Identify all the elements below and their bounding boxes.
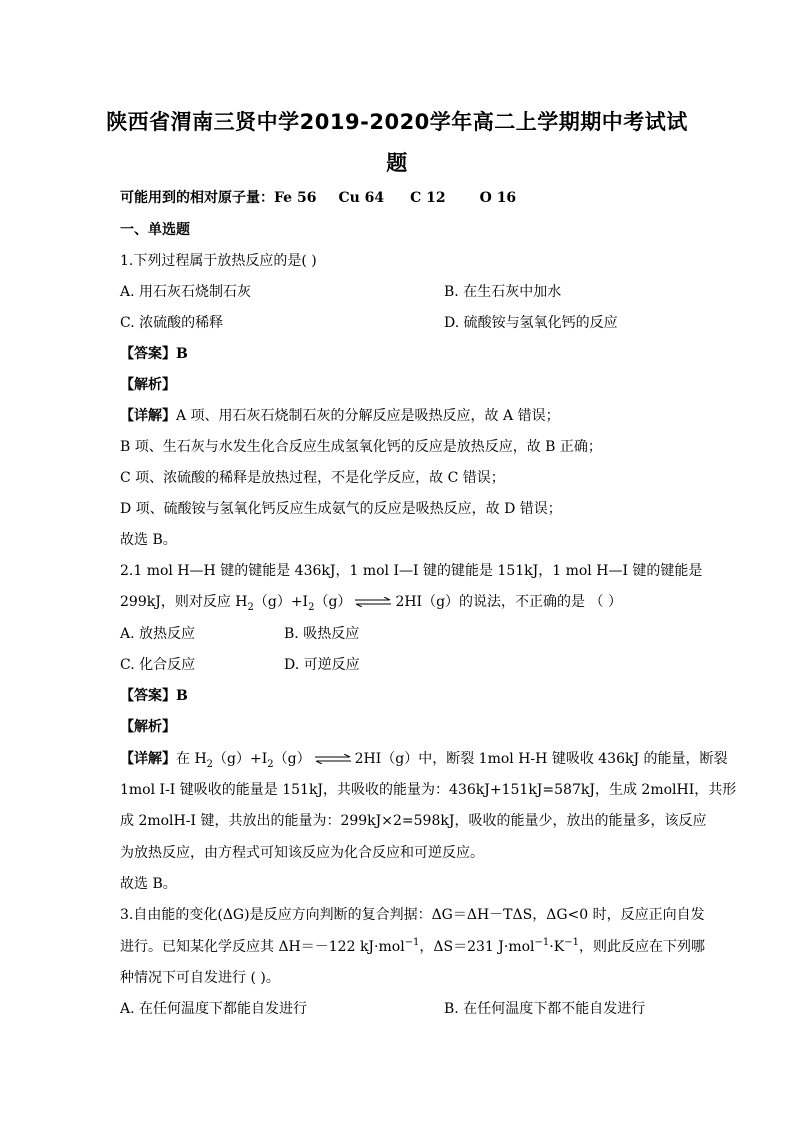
atomic-mass-c: C 12 [410, 190, 446, 206]
question-1-detail-line: D 项、硫酸铵与氢氧化钙反应生成氨气的反应是吸热反应，故 D 错误； [120, 501, 562, 517]
atomic-mass-label: 可能用到的相对原子量： [120, 190, 274, 206]
question-1-detail-line: B 项、生石灰与水发生化合反应生成氢氧化钙的反应是放热反应，故 B 正确； [120, 439, 602, 455]
question-3-stem-line: 进行。已知某化学反应其 ΔH＝－122 kJ·mol$^{-1}$，ΔS＝231 $J\cdot mol^{-1}\cdot K^{-1}$，则此反应在下列哪 [120, 937, 705, 955]
question-1-option-c: C. 浓硫酸的稀释 [120, 315, 224, 331]
question-1-detail-line: C 项、浓硫酸的稀释是放热过程，不是化学反应，故 C 错误； [120, 470, 505, 486]
section-heading: 一、单选题 [120, 222, 190, 238]
question-1-conclusion: 故选 B。 [120, 532, 177, 548]
page-title: 陕西省渭南三贤中学2019-2020学年高二上学期期中考试试 [106, 110, 688, 134]
reversible-arrow-icon [313, 754, 353, 764]
atomic-mass-o: O 16 [479, 190, 517, 206]
question-2-detail-line: 【详解】在 $H_2(g)+I_2(g)$ 2HI（g）中，断裂 1mol H-H 键吸收 436kJ 的能量，断裂 [120, 751, 728, 770]
question-2-option-c: C. 化合反应 [120, 657, 196, 673]
question-1-answer: 【答案】B [120, 346, 188, 362]
question-1-stem: 1.下列过程属于放热反应的是( ) [120, 253, 317, 269]
detail-label: 【详解】 [120, 408, 176, 424]
atomic-mass-cu: Cu 64 [338, 190, 385, 206]
question-1-analysis-label: 【解析】 [120, 377, 176, 393]
question-2-detail-line: 1mol I-I 键吸收的能量是 151kJ，共吸收的能量为：436kJ+151kJ=587kJ，生成 2molHI，共形 [120, 782, 737, 798]
reversible-arrow-icon [353, 597, 393, 607]
question-2-stem: 2.1 mol H—H 键的键能是 436kJ，1 mol I—I 键的键能是 151kJ，1 mol H—I 键的键能是 [120, 563, 703, 579]
question-2-answer: 【答案】B [120, 688, 188, 704]
question-2-option-b: B. 吸热反应 [284, 626, 360, 642]
question-3-option-b: B. 在任何温度下都不能自发进行 [444, 1001, 646, 1017]
question-1-option-b: B. 在生石灰中加水 [444, 284, 562, 300]
question-1-option-a: A. 用石灰石烧制石灰 [120, 284, 252, 300]
question-3-stem: 3.自由能的变化(ΔG)是反应方向判断的复合判据：ΔG＝ΔH－TΔS，ΔG<0 时，反应正向自发 [120, 907, 705, 923]
question-2-option-a: A. 放热反应 [120, 626, 196, 642]
question-3-stem-line: 种情况下可自发进行 ( )。 [120, 970, 280, 986]
question-2-detail-line: 成 2molH-I 键，共放出的能量为：299kJ×2=598kJ，吸收的能量少，放出的能量多，该反应 [120, 813, 707, 829]
question-2-conclusion: 故选 B。 [120, 876, 177, 892]
atomic-mass-line [120, 187, 516, 207]
page-title-continued: 题 [386, 151, 408, 175]
question-2-detail-line: 为放热反应，由方程式可知该反应为化合反应和可逆反应。 [120, 845, 484, 861]
question-3-option-a: A. 在任何温度下都能自发进行 [120, 1001, 308, 1017]
question-1-detail-line: 【详解】A 项、用石灰石烧制石灰的分解反应是吸热反应，故 A 错误； [120, 408, 560, 424]
question-2-stem-equation: 299kJ，则对反应 $H_2(g)+I_2(g)$ 2HI（g）的说法，不正确的是 （ ） [120, 594, 622, 613]
question-1-option-d: D. 硫酸铵与氢氧化钙的反应 [444, 315, 618, 331]
question-2-analysis-label: 【解析】 [120, 719, 176, 735]
question-2-option-d: D. 可逆反应 [284, 657, 360, 673]
atomic-mass-fe: Fe 56 [274, 190, 317, 206]
